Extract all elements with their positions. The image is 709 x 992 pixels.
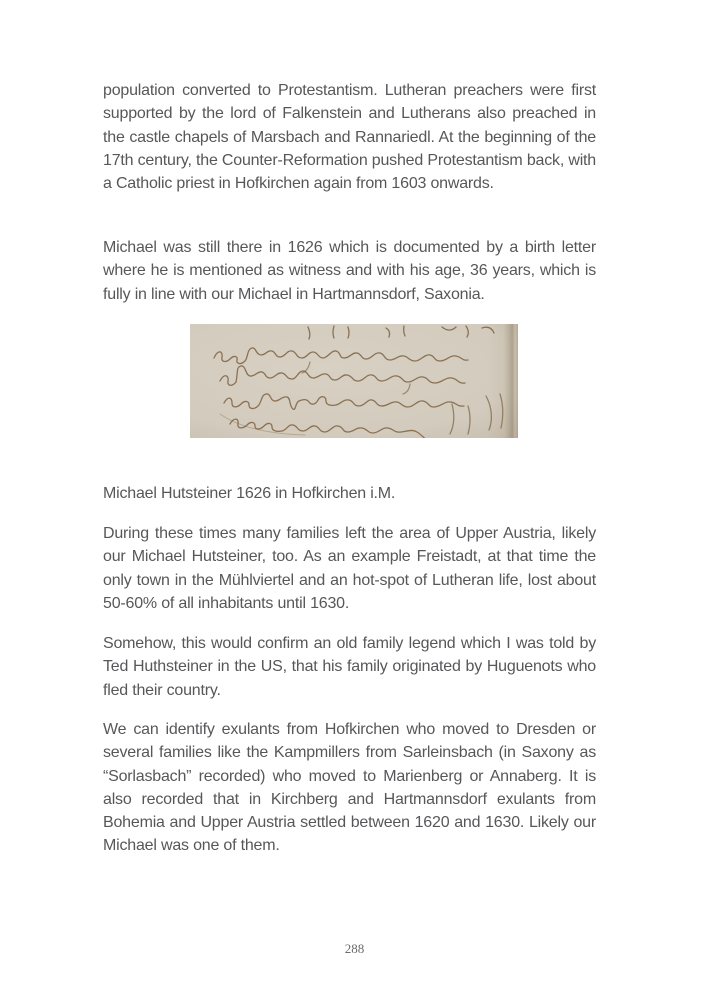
paragraph-5: We can identify exulants from Hofkirchen who moved to Dresden or several families like the Kampmillers from Sarleinsbach (in Saxony as “Sorlasbach” recorded) who moved to Marienberg or Annaberg. It is also recorded that in Kirchberg and Hartmannsdorf exulants from Bohemia and Upper Austria settled between 1620 and 1630. Likely our Michael was one of them. <box>103 721 596 855</box>
paragraph-1: population converted to Protestantism. Lutheran preachers were first supported by the lord of Falkenstein and Lutherans also preached in the castle chapels of Marsbach and Rannariedl. At the beginning of the 17th century, the Counter-Reformation pushed Protestantism back, with a Catholic priest in Hofkirchen again from 1603 onwards. <box>103 82 596 193</box>
paragraph-2: Michael was still there in 1626 which is documented by a birth letter where he is mentioned as witness and with his age, 36 years, which is fully in line with our Michael in Hartmannsdorf, Saxonia. <box>103 239 596 303</box>
manuscript-page-fold <box>486 324 518 438</box>
manuscript-scan-svg <box>190 324 518 438</box>
page-number: 288 <box>344 941 365 956</box>
figure-caption: Michael Hutsteiner 1626 in Hofkirchen i.M. <box>103 485 396 502</box>
manuscript-vignette <box>190 324 518 438</box>
paragraph-3: During these times many families left the area of Upper Austria, likely our Michael Hutsteiner, too. As an example Freistadt, at that time the only town in the Mühlviertel and an hot-spot of Lutheran life, lost about 50-60% of all inhabitants until 1630. <box>103 525 596 612</box>
manuscript-scan-image <box>190 324 518 438</box>
paragraph-4: Somehow, this would confirm an old family legend which I was told by Ted Huthsteiner in the US, that his family originated by Huguenots who fled their country. <box>103 635 596 699</box>
